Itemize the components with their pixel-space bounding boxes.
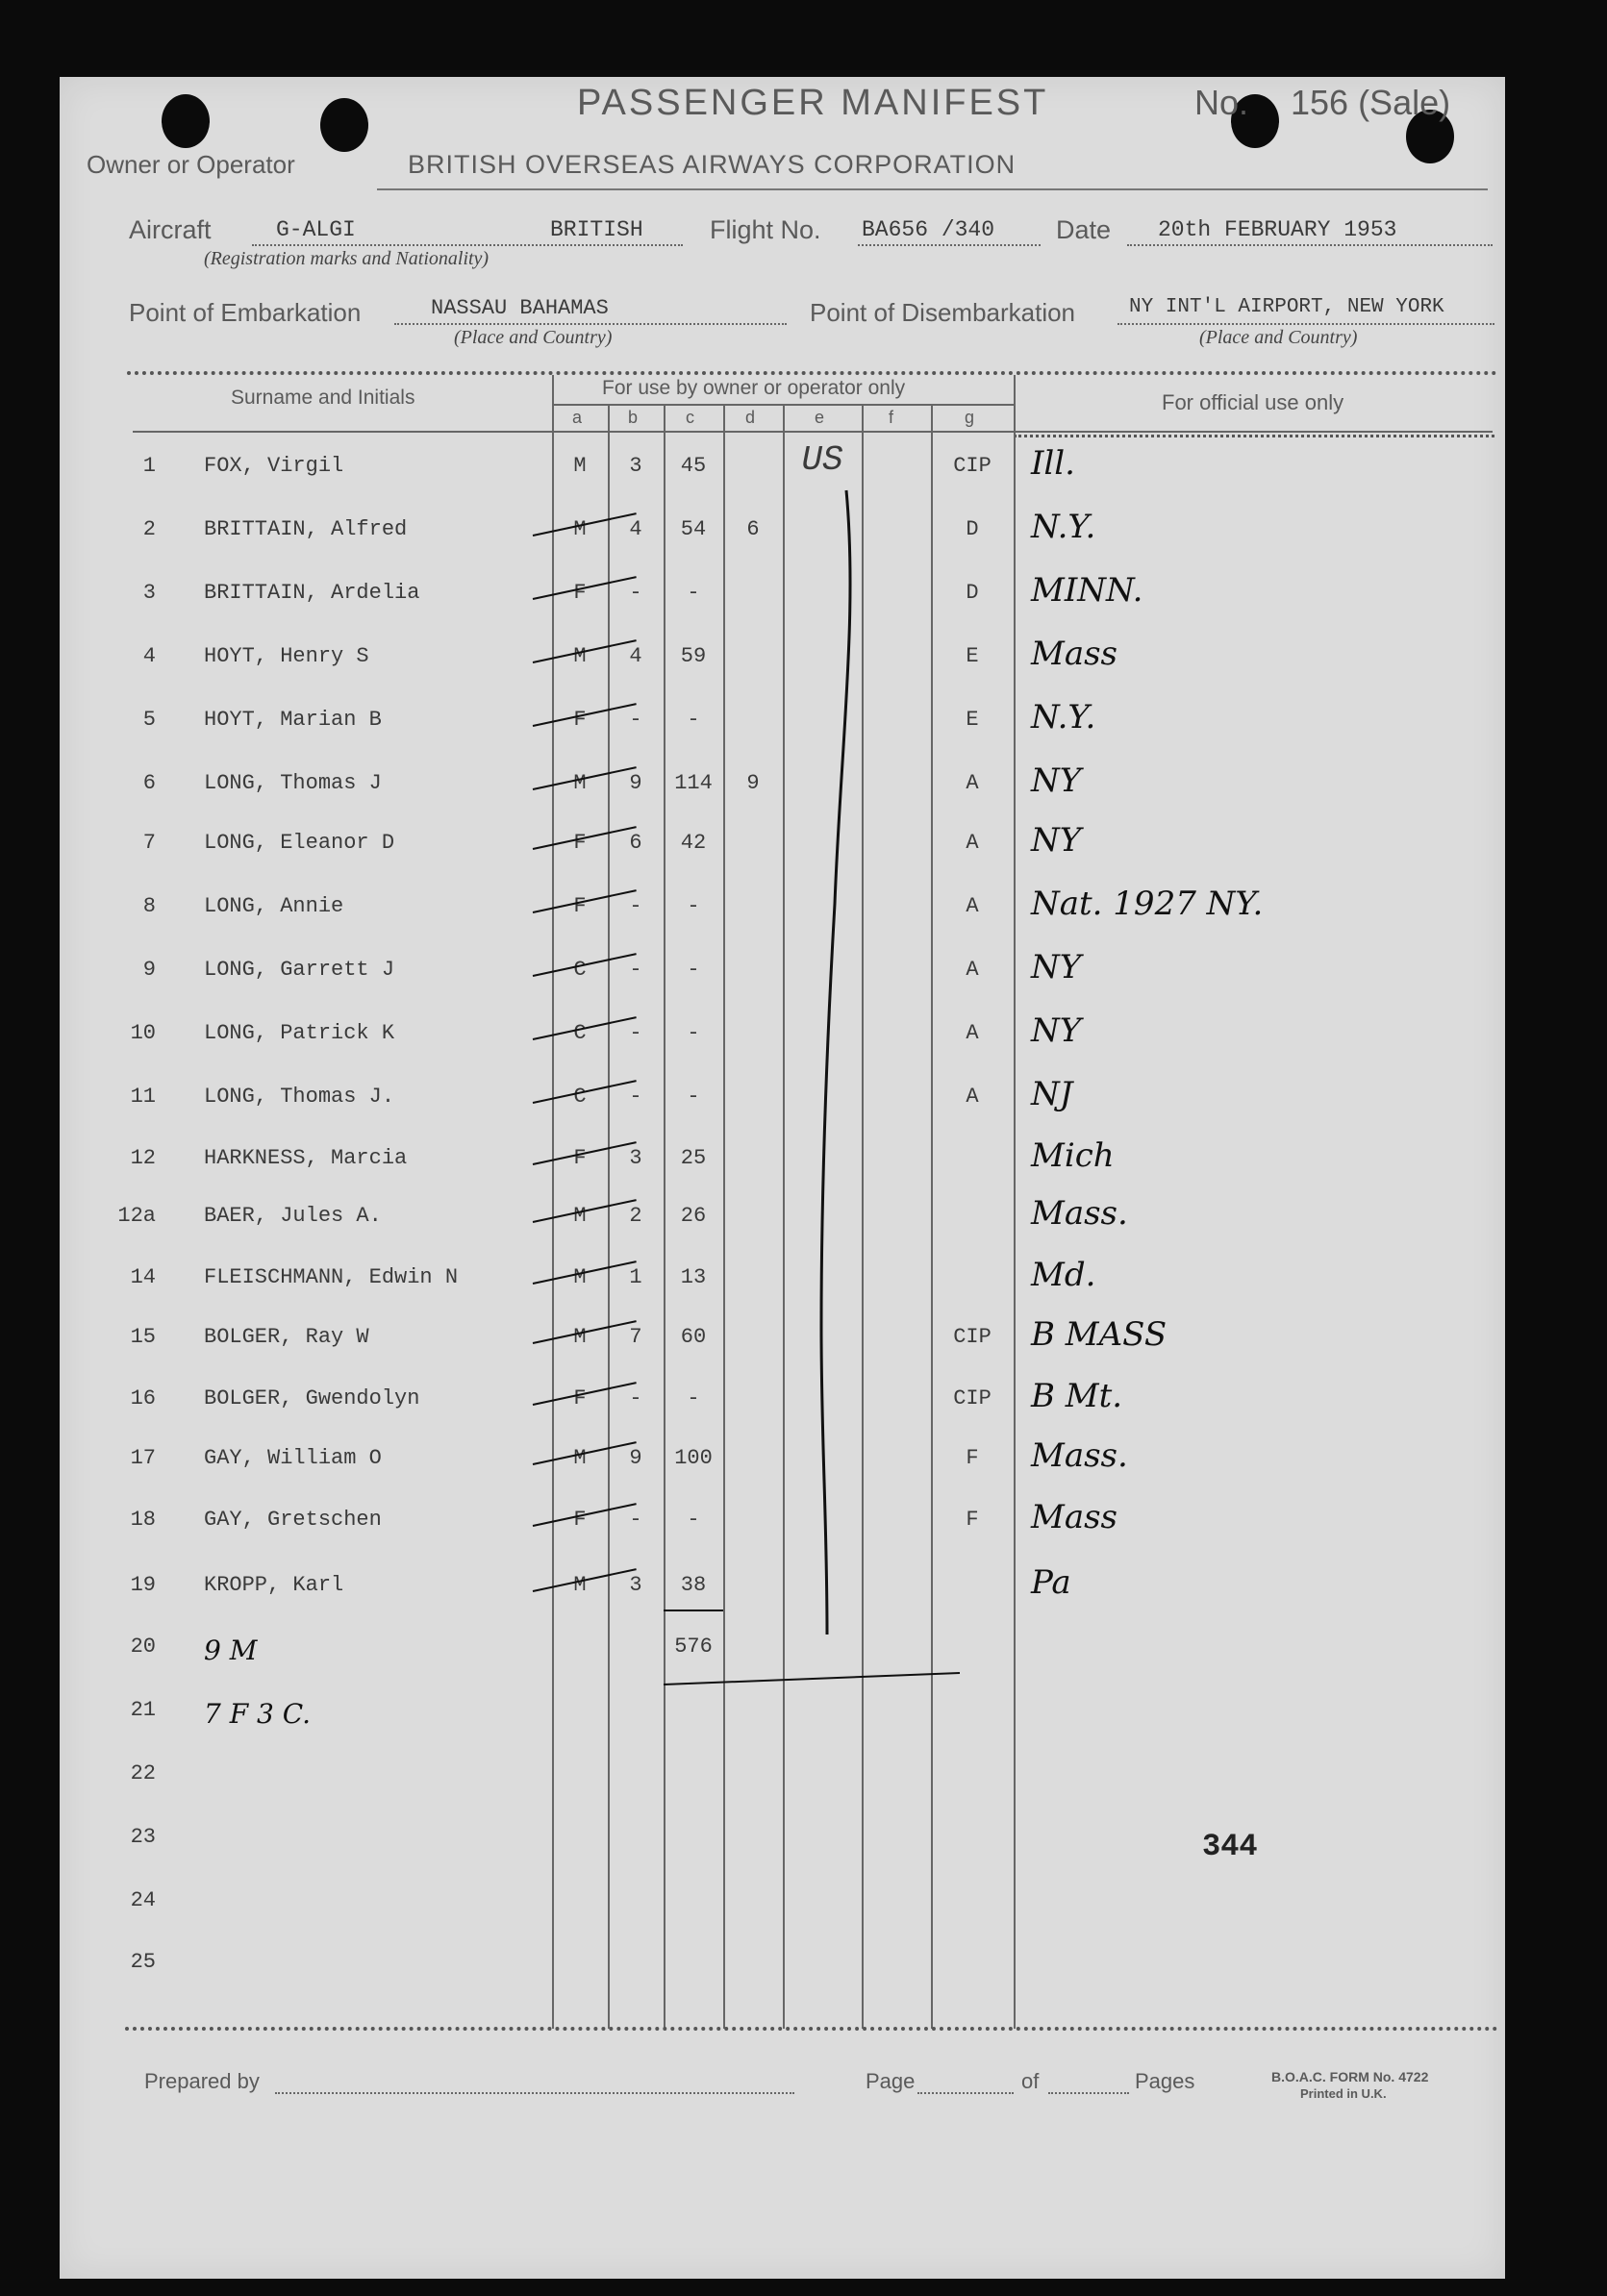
official-note: Mass xyxy=(1031,635,1117,673)
row-number: 6 xyxy=(142,771,156,795)
row-number: 11 xyxy=(130,1085,156,1109)
passenger-name: HOYT, Marian B xyxy=(204,708,382,732)
column-c-value: 25 xyxy=(680,1146,707,1170)
row-number: 10 xyxy=(130,1021,156,1045)
column-g-value: A xyxy=(966,831,979,855)
column-g-value: CIP xyxy=(953,454,992,478)
prepared-label: Prepared by xyxy=(144,2069,260,2093)
passenger-name: 9 M xyxy=(204,1635,258,1666)
column-a-value: C xyxy=(573,1021,587,1045)
column-g-value: F xyxy=(966,1508,979,1532)
operator-header: For use by owner or operator only xyxy=(602,377,906,399)
column-a-value: F xyxy=(573,831,587,855)
column-b-value: 2 xyxy=(629,1204,642,1228)
column-b-value: - xyxy=(629,1021,642,1045)
column-b-value: 7 xyxy=(629,1325,642,1349)
disembark-value: NY INT'L AIRPORT, NEW YORK xyxy=(1129,296,1444,318)
column-b-value: - xyxy=(629,958,642,982)
page-label: Page xyxy=(866,2069,916,2093)
nationality-value: BRITISH xyxy=(550,217,643,242)
column-a-value: M xyxy=(573,517,587,541)
column-b-value: 4 xyxy=(629,644,642,668)
column-c-value: 45 xyxy=(680,454,707,478)
handwritten-marks xyxy=(60,77,1505,2279)
manifest-number-label: No. xyxy=(1194,83,1249,122)
official-note: Nat. 1927 NY. xyxy=(1031,885,1264,923)
row-number: 18 xyxy=(130,1508,156,1532)
official-note: NJ xyxy=(1031,1075,1073,1113)
column-b-value: - xyxy=(629,1085,642,1109)
row-number: 14 xyxy=(130,1265,156,1289)
column-c-value: 26 xyxy=(680,1204,707,1228)
column-a-value: F xyxy=(573,708,587,732)
page-dotline xyxy=(917,2092,1014,2094)
column-b-value: 3 xyxy=(629,1146,642,1170)
row-number: 2 xyxy=(142,517,156,541)
aircraft-value: G-ALGI xyxy=(276,217,356,242)
column-d-value: 9 xyxy=(746,771,760,795)
official-note: B Mt. xyxy=(1031,1377,1123,1415)
passenger-name: LONG, Thomas J. xyxy=(204,1085,395,1109)
column-b-value: - xyxy=(629,1386,642,1410)
column-g-value: A xyxy=(966,771,979,795)
passenger-name: FLEISCHMANN, Edwin N xyxy=(204,1265,459,1289)
passenger-name: FOX, Virgil xyxy=(204,454,344,478)
column-b-value: - xyxy=(629,894,642,918)
column-c-value: 100 xyxy=(674,1446,713,1470)
manifest-number-value: 156 (Sale) xyxy=(1291,83,1451,122)
row-number: 7 xyxy=(142,831,156,855)
column-letter-c: c xyxy=(686,408,694,427)
column-a-value: F xyxy=(573,581,587,605)
column-letter-e: e xyxy=(815,408,825,427)
passenger-name: HOYT, Henry S xyxy=(204,644,369,668)
column-c-value: - xyxy=(687,1386,700,1410)
row-number: 24 xyxy=(130,1888,156,1912)
row-number: 17 xyxy=(130,1446,156,1470)
column-a-value: M xyxy=(573,771,587,795)
row-number: 19 xyxy=(130,1573,156,1597)
passenger-name: HARKNESS, Marcia xyxy=(204,1146,408,1170)
owner-label: Owner or Operator xyxy=(87,150,295,179)
official-note: NY xyxy=(1031,948,1082,986)
column-a-value: M xyxy=(573,1204,587,1228)
passenger-name: LONG, Garrett J xyxy=(204,958,395,982)
manifest-sheet xyxy=(60,77,1505,2279)
column-c-value: - xyxy=(687,1508,700,1532)
surname-header: Surname and Initials xyxy=(231,387,415,409)
row-number: 12a xyxy=(117,1204,156,1228)
column-letter-a: a xyxy=(572,408,583,427)
printed-label: Printed in U.K. xyxy=(1300,2086,1387,2101)
column-a-value: M xyxy=(573,454,587,478)
passenger-name: LONG, Eleanor D xyxy=(204,831,395,855)
column-c-value: 13 xyxy=(680,1265,707,1289)
column-b-value: 3 xyxy=(629,1573,642,1597)
passenger-name: LONG, Annie xyxy=(204,894,344,918)
aircraft-label: Aircraft xyxy=(129,215,212,244)
table-bottom-rule xyxy=(125,2027,1498,2031)
row-number: 9 xyxy=(142,958,156,982)
row-number: 12 xyxy=(130,1146,156,1170)
flight-value: BA656 /340 xyxy=(862,217,995,242)
column-a-value: F xyxy=(573,1146,587,1170)
official-note: N.Y. xyxy=(1031,698,1096,736)
column-c-value: 54 xyxy=(680,517,707,541)
official-note: N.Y. xyxy=(1031,508,1096,546)
column-g-value: A xyxy=(966,1085,979,1109)
official-note: NY xyxy=(1031,761,1082,800)
official-note: B MASS xyxy=(1031,1315,1168,1354)
column-g-value: A xyxy=(966,1021,979,1045)
official-header: For official use only xyxy=(1162,390,1344,414)
column-b-value: 6 xyxy=(629,831,642,855)
column-e-value: US xyxy=(801,440,843,480)
column-c-value: 60 xyxy=(680,1325,707,1349)
column-letter-g: g xyxy=(965,408,975,427)
column-g-value: CIP xyxy=(953,1386,992,1410)
row-number: 3 xyxy=(142,581,156,605)
column-a-value: M xyxy=(573,1325,587,1349)
embark-label: Point of Embarkation xyxy=(129,298,362,327)
passenger-name: LONG, Patrick K xyxy=(204,1021,395,1045)
column-a-value: F xyxy=(573,894,587,918)
column-b-value: 3 xyxy=(629,454,642,478)
row-number: 25 xyxy=(130,1950,156,1974)
column-letter-f: f xyxy=(889,408,894,427)
column-e-vertical-stroke xyxy=(821,490,850,1635)
column-a-value: F xyxy=(573,1508,587,1532)
row-number: 5 xyxy=(142,708,156,732)
official-note: Md. xyxy=(1031,1256,1096,1294)
disembark-caption: (Place and Country) xyxy=(1199,327,1358,348)
flight-label: Flight No. xyxy=(710,215,821,244)
column-g-value: A xyxy=(966,958,979,982)
official-note: Mass. xyxy=(1031,1436,1128,1475)
passenger-name: BRITTAIN, Ardelia xyxy=(204,581,420,605)
column-g-value: A xyxy=(966,894,979,918)
column-g-value: F xyxy=(966,1446,979,1470)
date-label: Date xyxy=(1056,215,1112,244)
column-c-value: - xyxy=(687,1021,700,1045)
column-letter-b: b xyxy=(628,408,639,427)
embark-caption: (Place and Country) xyxy=(454,327,613,348)
summation-line xyxy=(664,1673,960,1685)
of-dotline xyxy=(1048,2092,1129,2094)
official-note: Mass xyxy=(1031,1498,1117,1536)
column-c-value: - xyxy=(687,581,700,605)
column-b-value: 9 xyxy=(629,771,642,795)
official-note: NY xyxy=(1031,1011,1082,1050)
column-c-value: - xyxy=(687,958,700,982)
column-b-value: 4 xyxy=(629,517,642,541)
official-note: Mass. xyxy=(1031,1194,1128,1233)
aircraft-caption: (Registration marks and Nationality) xyxy=(204,248,490,269)
column-b-value: 1 xyxy=(629,1265,642,1289)
column-a-value: M xyxy=(573,1573,587,1597)
column-c-value: - xyxy=(687,708,700,732)
column-a-value: F xyxy=(573,1386,587,1410)
passenger-name: GAY, William O xyxy=(204,1446,382,1470)
passenger-name: BAER, Jules A. xyxy=(204,1204,382,1228)
official-note: 344 xyxy=(1202,1829,1258,1864)
official-note: Ill. xyxy=(1031,444,1075,483)
passenger-name: LONG, Thomas J xyxy=(204,771,382,795)
column-c-value: 59 xyxy=(680,644,707,668)
row-number: 20 xyxy=(130,1635,156,1659)
official-note: MINN. xyxy=(1031,571,1143,610)
official-note: Mich xyxy=(1031,1136,1115,1175)
column-letter-d: d xyxy=(745,408,756,427)
column-d-value: 6 xyxy=(746,517,760,541)
column-c-value: 38 xyxy=(680,1573,707,1597)
column-b-value: - xyxy=(629,708,642,732)
row-number: 22 xyxy=(130,1761,156,1785)
passenger-name: KROPP, Karl xyxy=(204,1573,344,1597)
column-c-value: - xyxy=(687,1085,700,1109)
row-number: 1 xyxy=(142,454,156,478)
column-g-value: D xyxy=(966,517,979,541)
column-a-value: C xyxy=(573,958,587,982)
passenger-name: BOLGER, Ray W xyxy=(204,1325,369,1349)
column-a-value: M xyxy=(573,1446,587,1470)
column-a-value: M xyxy=(573,644,587,668)
row-number: 21 xyxy=(130,1698,156,1722)
disembark-label: Point of Disembarkation xyxy=(810,298,1076,327)
column-b-value: 9 xyxy=(629,1446,642,1470)
column-g-value: E xyxy=(966,644,979,668)
column-a-value: C xyxy=(573,1085,587,1109)
pages-label: Pages xyxy=(1135,2069,1195,2093)
passenger-name: BOLGER, Gwendolyn xyxy=(204,1386,420,1410)
official-note: NY xyxy=(1031,821,1082,860)
official-note: Pa xyxy=(1031,1563,1071,1602)
row-number: 8 xyxy=(142,894,156,918)
column-c-value: 42 xyxy=(680,831,707,855)
column-c-value: - xyxy=(687,894,700,918)
row-number: 15 xyxy=(130,1325,156,1349)
date-value: 20th FEBRUARY 1953 xyxy=(1158,217,1397,242)
manifest-title: PASSENGER MANIFEST xyxy=(577,83,1049,123)
column-c-value: 576 xyxy=(674,1635,713,1659)
row-number: 16 xyxy=(130,1386,156,1410)
of-label: of xyxy=(1021,2069,1040,2093)
column-a-value: M xyxy=(573,1265,587,1289)
form-label: B.O.A.C. FORM No. 4722 xyxy=(1271,2069,1429,2084)
passenger-name: BRITTAIN, Alfred xyxy=(204,517,408,541)
passenger-name: GAY, Gretschen xyxy=(204,1508,382,1532)
embark-value: NASSAU BAHAMAS xyxy=(431,296,609,320)
owner-value: BRITISH OVERSEAS AIRWAYS CORPORATION xyxy=(408,150,1017,179)
prepared-dotline xyxy=(275,2092,794,2094)
row-number: 4 xyxy=(142,644,156,668)
column-b-value: - xyxy=(629,1508,642,1532)
column-g-value: CIP xyxy=(953,1325,992,1349)
column-c-value: 114 xyxy=(674,771,713,795)
column-b-value: - xyxy=(629,581,642,605)
column-g-value: E xyxy=(966,708,979,732)
column-g-value: D xyxy=(966,581,979,605)
passenger-name: 7 F 3 C. xyxy=(204,1698,312,1730)
row-number: 23 xyxy=(130,1825,156,1849)
